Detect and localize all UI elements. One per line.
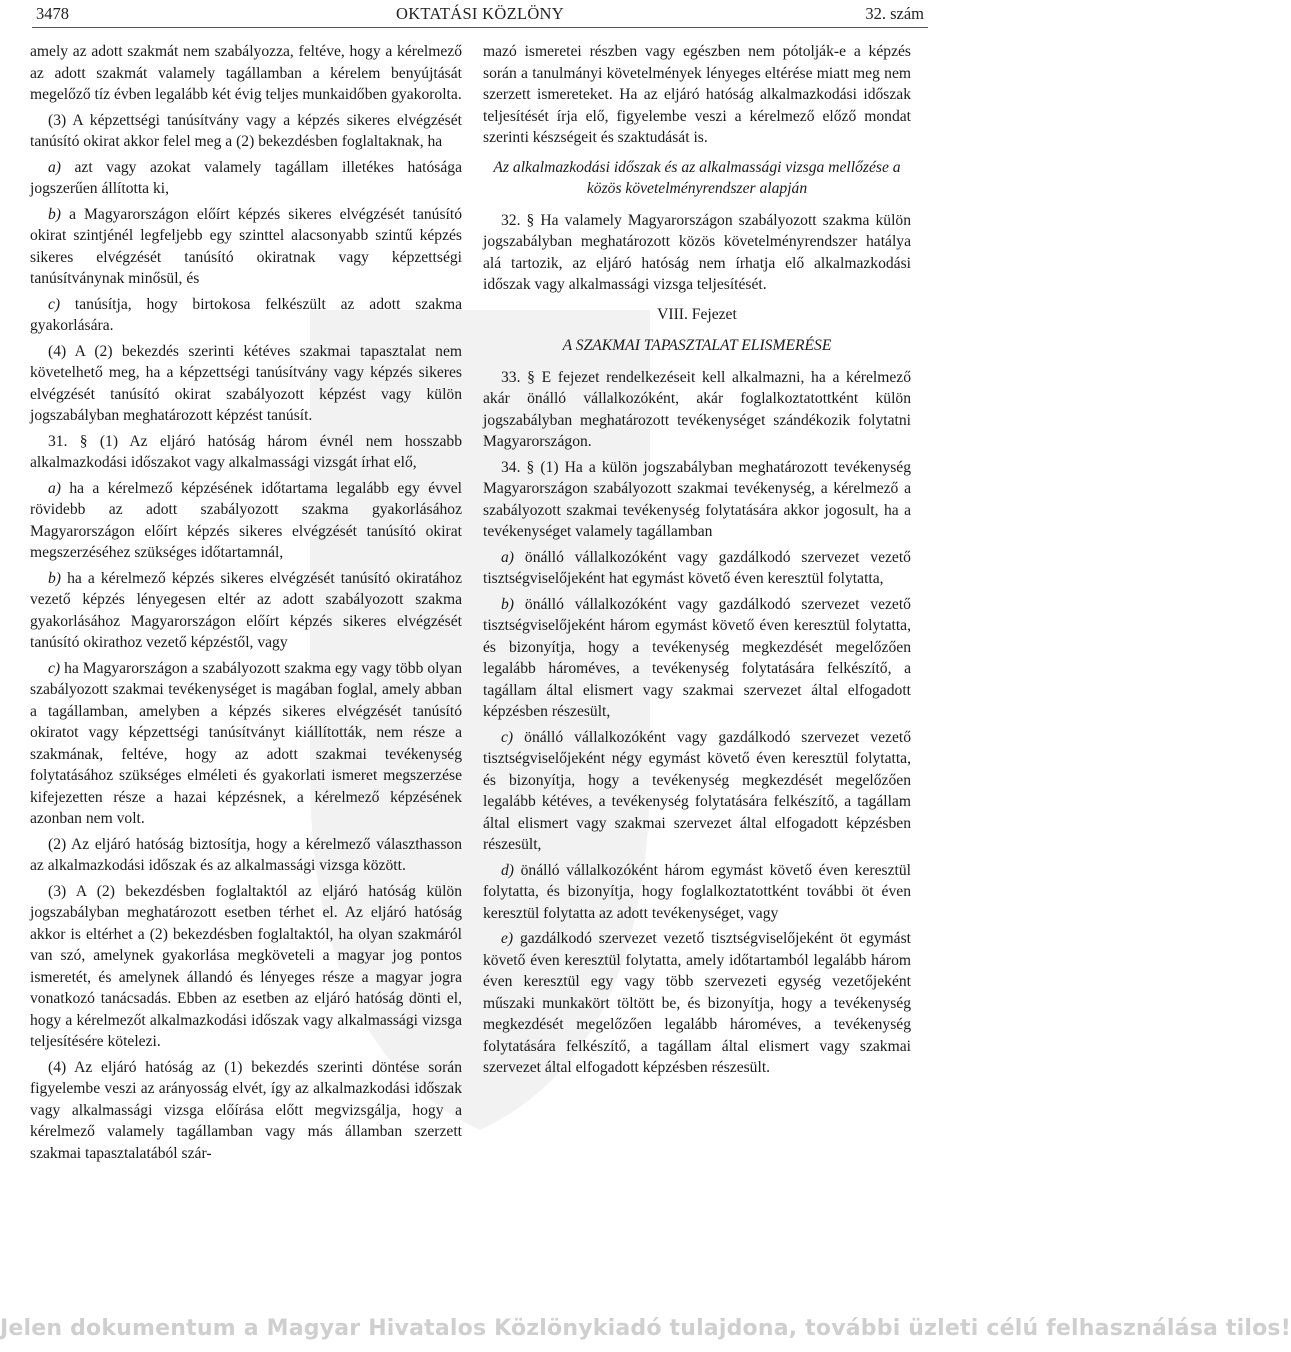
list-item: [30, 157, 462, 200]
paragraph: [30, 110, 462, 153]
item-label: c): [501, 728, 514, 746]
item-label: a): [48, 158, 61, 176]
item-text: önálló vállalkozóként vagy gazdálkodó szervezet vezető tisztségviselőjeként három egymást követő éven keresztül folytatta, és bizonyítja, hogy a tevékenység megkezdését megelőzően legalább hároméves, a tevékenység folytatására felkészítő, a tagállam által elismert vagy szakmai szervezet által elfogadott képzésben részesült,: [483, 595, 911, 720]
page-number: 3478: [36, 4, 69, 23]
item-text: ha a kérelmező képzésének időtartama legalább egy évvel rövidebb az adott szabályozott szakma gyakorlásához Magyarországon előírt képzés sikeres elvégzését tanúsító okirat megszerzéséhez szükséges időtartamnál,: [30, 479, 462, 561]
heading-text: Az alkalmazkodási időszak és az alkalmassági vizsga mellőzése a közös követelményrendszer alapján: [493, 158, 901, 197]
item-label: b): [48, 205, 61, 223]
item-label: e): [501, 930, 514, 947]
right-column: [483, 41, 911, 1083]
paragraph-text: 31. § (1) Az eljáró hatóság három évnél nem hosszabb alkalmazkodási időszakot vagy alkalmassági vizsgát írhat elő,: [30, 432, 462, 471]
item-label: d): [501, 861, 514, 879]
list-item: [30, 568, 462, 654]
issue-number: 32. szám: [865, 4, 924, 23]
journal-title: OKTATÁSI KÖZLÖNY: [395, 4, 564, 23]
paragraph-text: 33. § E fejezet rendelkezéseit kell alkalmazni, ha a kérelmező akár önálló vállalkozóként, akár foglalkoztatottként külön jogszabályban meghatározott tevékenységet szándékozik folytatni Magyarországon.: [483, 368, 911, 450]
section-heading: [493, 304, 901, 326]
item-text: a Magyarországon előírt képzés sikeres elvégzését tanúsító okirat szintjénél legfeljebb egy szinttel alacsonyabb szintű képzés sikeres elvégzését tanúsító okiratnak vagy képzettségi tanúsítványnak minősül, és: [30, 205, 463, 287]
paragraph: [30, 341, 462, 427]
item-label: a): [48, 479, 61, 497]
list-item: [483, 547, 911, 590]
item-text: ha Magyarországon a szabályozott szakma egy vagy több olyan szabályozott szakmai tevékenységet is magában foglal, amely abban a tagállamban, amelyben a képzés sikeres elvégzését tanúsító okiratot vagy képzettségi tanúsítványt kiállították, nem része a szakmának, feltéve, hogy az adott szakmai tevékenység folytatásához szükséges elméleti és gyakorlati ismeret megszerzése kifejezetten része a hazai képzésnek, a kérelmező képzésének azonban nem volt.: [30, 659, 462, 827]
header-rule: [32, 27, 928, 28]
item-text: tanúsítja, hogy birtokosa felkészült az adott szakma gyakorlására.: [30, 295, 462, 334]
item-text: önálló vállalkozóként vagy gazdálkodó szervezet vezető tisztségviselőjeként hat egymást követő éven keresztül folytatta,: [483, 548, 911, 587]
list-item: [30, 478, 462, 564]
list-item: [30, 658, 462, 830]
item-label: b): [501, 595, 514, 613]
paragraph-text: (3) A képzettségi tanúsítvány vagy a képzés sikeres elvégzését tanúsító okirat akkor felel meg a (2) bekezdésben foglaltaknak, ha: [30, 111, 462, 150]
list-item: [483, 594, 911, 723]
left-column: [30, 41, 462, 1168]
paragraph-text: (3) A (2) bekezdésben foglaltaktól az eljáró hatóság külön jogszabályban meghatározott esetben térhet el. Az eljáró hatóság akkor is eltérhet a (2) bekezdésben foglaltaktól, ha olyan szakmáról van szó, amelynek gyakorlása megköveteli a magyar jog pontos ismeretét, és amelynek állandó és lényeges része a magyar jogra vonatkozó tanácsadás. Ebben az esetben az eljáró hatóság dönti el, hogy a kérelmezőt alkalmazkodási időszak vagy alkalmassági vizsga teljesítésére kötelezi.: [30, 882, 462, 1050]
list-item: [483, 928, 911, 1079]
list-item: [30, 294, 462, 337]
paragraph-text: (2) Az eljáró hatóság biztosítja, hogy a kérelmező választhasson az alkalmazkodási időszak és az alkalmassági vizsga között.: [30, 835, 462, 874]
paragraph-text: 32. § Ha valamely Magyarországon szabályozott szakma külön jogszabályban meghatározott közös követelményrendszer hatálya alá tartozik, az eljáró hatóság nem írhatja elő alkalmazkodási időszak vagy alkalmassági vizsga teljesítését.: [483, 211, 911, 293]
heading-text: VIII. Fejezet: [657, 305, 737, 323]
paragraph: [483, 457, 911, 543]
item-label: b): [48, 569, 61, 587]
section-heading: [493, 157, 901, 200]
item-label: c): [48, 659, 61, 677]
item-text: önálló vállalkozóként három egymást követő éven keresztül folytatta, és bizonyítja, hogy foglalkoztatottként további öt éven keresztül folytatta az adott tevékenységet, vagy: [483, 861, 911, 922]
item-text: önálló vállalkozóként vagy gazdálkodó szervezet vezető tisztségviselőjeként négy egymást követő éven keresztül folytatta, és bizonyítja, hogy a tevékenység megkezdését megelőzően legalább kétéves, a tevékenység folytatására felkészítő, a tagállam által elismert vagy szakmai szervezet által elfogadott képzésben részesült,: [483, 728, 911, 853]
paragraph-text: 34. § (1) Ha a külön jogszabályban meghatározott tevékenység Magyarországon szabályozott szakmai tevékenység, a kérelmező a szabályozott szakmai tevékenység folytatására akkor jogosult, ha a tevékenységet valamely tagállamban: [483, 458, 911, 540]
section-heading: [493, 335, 901, 357]
paragraph: [30, 1057, 462, 1165]
paragraph: [483, 367, 911, 453]
footer-notice: Jelen dokumentum a Magyar Hivatalos Közlönykiadó tulajdona, további üzleti célú felhasználása tilos!: [0, 1316, 1291, 1341]
paragraph-text: amely az adott szakmát nem szabályozza, feltéve, hogy a kérelmező az adott szakmát valamely tagállamban a kérelem benyújtását megelőző tíz évben legalább két évig teljes munkaidőben gyakorolta.: [30, 43, 462, 103]
paragraph-text: (4) A (2) bekezdés szerinti kétéves szakmai tapasztalat nem követelhető meg, ha a képzettségi tanúsítvány vagy képzés sikeres elvégzését tanúsító okirat szabályozott képzést vagy külön jogszabályban meghatározott képzést tanúsít.: [30, 342, 462, 424]
paragraph: [483, 41, 911, 149]
paragraph: [483, 210, 911, 296]
paragraph-text: (4) Az eljáró hatóság az (1) bekezdés szerinti döntése során figyelembe veszi az arányosság elvét, így az alkalmazkodási időszak vagy alkalmassági vizsga előírása előtt megvizsgálja, hogy a kérelmező valamely tagállamban vagy más államban szerzett szakmai tapasztalatából szár-: [30, 1058, 462, 1162]
item-text: gazdálkodó szervezet vezető tisztségviselőjeként öt egymást követő éven keresztül folytatta, amely időtartamból legalább három éven keresztül egy vagy több szervezeti egység vezetőjeként műszaki munkakört töltött be, és bizonyítja, hogy a tevékenység megkezdését megelőzően legalább hároméves, a tevékenység folytatására felkészítő, a tagállam által elismert vagy szakmai szervezet által elfogadott képzésben részesült.: [483, 930, 911, 1076]
paragraph: [30, 834, 462, 877]
item-text: azt vagy azokat valamely tagállam illetékes hatósága jogszerűen állította ki,: [30, 158, 462, 197]
list-item: [30, 204, 462, 290]
paragraph: [30, 881, 462, 1053]
paragraph: [30, 41, 462, 106]
paragraph: [30, 431, 462, 474]
list-item: [483, 860, 911, 925]
item-label: a): [501, 548, 514, 566]
list-item: [483, 727, 911, 856]
item-label: c): [48, 295, 61, 313]
paragraph-text: mazó ismeretei részben vagy egészben nem pótolják-e a képzés során a tanulmányi követelmények lényeges eltérése miatt meg nem szerzett ismereteket. Ha az eljáró hatóság alkalmazkodási időszak teljesítését írja elő, figyelembe veszi a kérelmező előző mondat szerinti készségeit és szaktudását is.: [483, 43, 911, 146]
item-text: ha a kérelmező képzés sikeres elvégzését tanúsító okiratához vezető képzés lényegesen eltér az adott szabályozott szakma gyakorlásához Magyarországon előírt képzés sikeres elvégzését tanúsító okirathoz vezető képzéstől, vagy: [30, 569, 462, 651]
heading-text: A SZAKMAI TAPASZTALAT ELISMERÉSE: [562, 337, 832, 354]
